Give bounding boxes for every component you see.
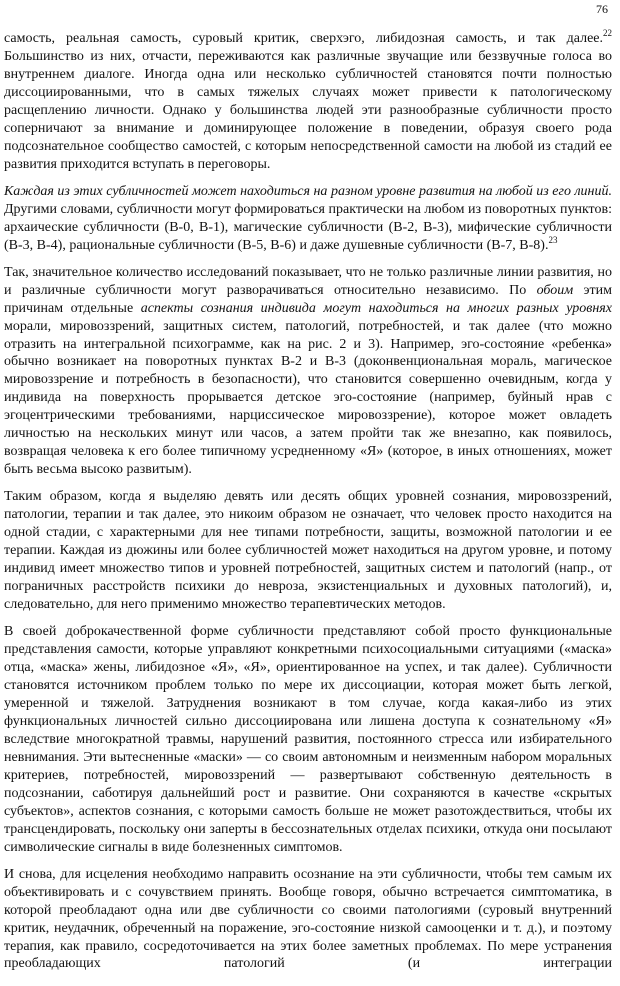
footnote-marker: 23: [548, 234, 558, 245]
text-run: Другими словами, субличности могут формироваться практически на любом из поворотных пунктов: архаические субличности (В-0, В-1), магические субличности (В-2, В-3), мифические субличности (В-3, В-4), рациональные субличности (В-5, В-6) и даже душевные субличности (В-7, В-8).: [4, 201, 612, 253]
paragraph: [4, 623, 612, 857]
text-run: Большинство из них, отчасти, переживаются как различные звучащие или беззвучные голоса во внутреннем диалоге. Иногда одна или несколько субличностей становятся почти полностью диссоциированными, что в самых тяжелых случаях может привести к патологическому расщеплению личности. Однако у большинства людей эти разнообразные субличности просто соперничают за внимание и доминирующее положение в поведении, образуя своего рода подсознательное сообщество самостей, с которым непосредственной самости на любой из стадий ее развития приходится вступать в переговоры.: [4, 48, 612, 172]
emphasized-text: аспекты сознания индивида могут находиться на многих разных уровнях: [140, 300, 612, 316]
text-run: морали, мировоззрений, защитных систем, патологий, потребностей, и так далее (что можно отразить на интегральной психограмме, как на рис. 2 и 3). Например, эго-состояние «ребенка» обычно возникает на поворотных пунктах В-2 и В-3 (доконвенциональная мораль, магическое мировоззрение и потребность в безопасности), что становится совершенно очевидным, когда у индивида на поверхность прорывается детское эго-состояние (например, буйный нрав с эгоцентрическими требованиями, нарциссическое мировоззрение), которое может овладеть личностью на нескольких минут или часов, а затем пройти так же внезапно, как появилось, возвращая человека к его более типичному усредненному «Я» (которое, в иных отношениях, может быть весьма высоко развитым).: [4, 318, 612, 478]
text-run: И снова, для исцеления необходимо направить осознание на эти субличности, чтобы тем самым их объективировать и с сочувствием принять. Вообще говоря, обычно встречается симптоматика, в которой преобладают одна или две субличности со своими патологиями (суровый внутренний критик, неудачник, обреченный на поражение, эго-состояние низкой самооценки и т. д.), и поэтому терапия, как правило, сосредоточивается на этих более заметных проблемах. По мере устранения преобладающих патологий (и интеграции: [4, 866, 612, 972]
text-run: Так, значительное количество исследований показывает, что не только различные линии развития, но и различные субличности могут разворачиваться относительно независимо. По: [4, 264, 612, 298]
document-body: [4, 30, 612, 973]
paragraph: [4, 866, 612, 974]
paragraph: [4, 488, 612, 614]
footnote-marker: 22: [603, 28, 612, 38]
paragraph: [4, 183, 612, 255]
text-run: этим причинам отдельные: [4, 282, 612, 316]
text-run: Таким образом, когда я выделяю девять или десять общих уровней сознания, мировоззрений, патологии, терапии и так далее, это никоим образом не означает, что человек просто находится на одной стадии, с характерными для нее типами потребности, защиты, возможной патологии и ее терапии. Каждая из дюжины или более субличностей может находиться на другом уровне, и потому индивид имеет множество типов и уровней потребностей, защитных систем и патологий (напр., от пограничных расстройств психики до невроза, экзистенциальных и духовных патологий), и, следовательно, для него применимо множество терапевтических методов.: [4, 489, 612, 613]
paragraph: [4, 264, 612, 480]
page-number: 76: [596, 2, 608, 16]
text-run: В своей доброкачественной форме субличности представляют собой просто функциональные представления самости, которые управляют конкретными психосоциальными ситуациями («маска» отца, «маска» жены, либидозное «Я», «Я», ориентированное на успех, и так далее). Субличности становятся источником проблем только по мере их диссоциации, которая может быть легкой, умеренной и тяжелой. Затруднения возникают в том случае, когда какая-либо из этих функциональных личностей сильно диссоциирована или лишена доступа к сознательному «Я» вследствие многократной травмы, нарушений развития, постоянного стресса или избирательного невнимания. Эти вытесненные «маски» — со своим автономным и неизменным набором моральных критериев, потребностей, мировоззрений — развертывают собственную деятельность в подсознании, саботируя дальнейший рост и развитие. Они сохраняются в качестве «скрытых субъектов», аспектов сознания, с которыми самость больше не может разотождествиться, чтобы их трансцендировать, поскольку они заперты в бессознательных отделах психики, откуда они посылают символические сигналы в виде болезненных симптомов.: [4, 624, 612, 855]
text-run: самость, реальная самость, суровый критик, сверхэго, либидозная самость, и так далее.: [4, 31, 603, 46]
emphasized-text: обоим: [536, 282, 574, 298]
paragraph: [4, 30, 612, 174]
emphasized-text: Каждая из этих субличностей может находиться на разном уровне развития на любой из его линий.: [4, 183, 612, 199]
